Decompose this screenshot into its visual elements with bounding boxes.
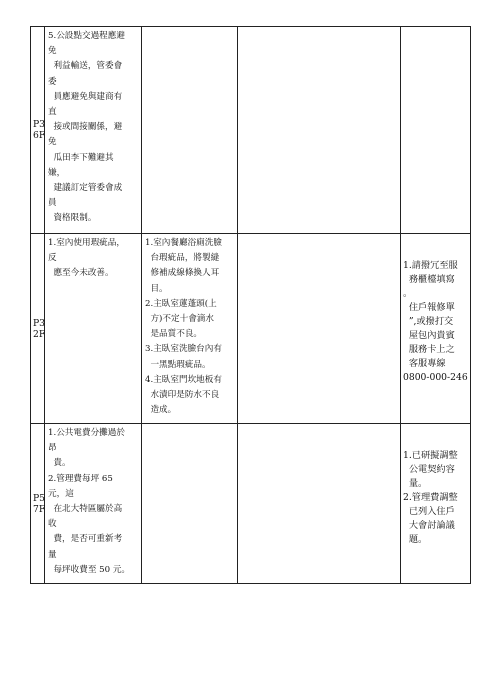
text-line: 是品質不良。 <box>145 329 203 340</box>
floor-label: P3 6F <box>33 119 46 141</box>
response-cell <box>401 424 471 584</box>
text-line: 3.主臥室洗臉台內有 <box>145 344 222 355</box>
text-line: 1.室內使用瑕疵品， <box>48 238 125 248</box>
text-line: 每坪收費至 50 元。 <box>48 564 131 575</box>
text-line: 客服專線 <box>403 358 446 369</box>
text-line: 2.管理費每坪 65 <box>48 473 113 484</box>
text-line: 在北大特區屬於高 <box>48 504 123 515</box>
floor-cell <box>31 424 45 584</box>
text-line: 量。 <box>403 478 428 489</box>
issue-text <box>45 424 141 580</box>
empty-cell <box>238 234 401 424</box>
text-line: 1.已研擬調整 <box>403 450 458 461</box>
response-cell <box>401 27 471 234</box>
issue-cell <box>45 27 142 234</box>
text-line: 1.公共電費分攤過於 <box>48 428 125 438</box>
response-text <box>401 27 470 52</box>
floor-label: P5 7F <box>33 492 46 515</box>
text-line: 。 <box>403 288 413 299</box>
text-line: 瓜田李下難避其 <box>48 152 114 163</box>
text-line: 一黑點瑕疵品。 <box>145 359 211 370</box>
detail-text <box>142 234 237 420</box>
text-line: 貴。 <box>48 458 71 469</box>
text-line: 務櫃檯填寫 <box>403 274 455 285</box>
text-line: 資格限制。 <box>48 213 97 224</box>
detail-text <box>142 27 237 31</box>
floor-cell <box>31 27 45 234</box>
text-line: 0800-000-246 <box>403 372 468 383</box>
text-line: 元，這 <box>48 488 74 499</box>
text-line: 水漬印是防水不良 <box>145 390 220 401</box>
text-line: 收 <box>48 519 57 530</box>
text-line: 大會討論議 <box>403 520 455 531</box>
text-line: ”,或撥打交 <box>403 316 454 327</box>
empty-cell <box>238 27 401 234</box>
text-line: 方)不定十會滴水 <box>145 314 214 325</box>
text-line: 2.主臥室蓮蓬頭(上 <box>145 298 217 309</box>
text-line: 造成。 <box>145 405 177 416</box>
text-line: 目。 <box>145 283 168 294</box>
text-line: 屋包內貴賓 <box>403 330 455 341</box>
text-line: 利益輸送，管委會 <box>48 61 123 72</box>
floor-cell <box>31 234 45 424</box>
detail-cell <box>142 424 238 584</box>
issue-text <box>45 234 141 284</box>
text-line: 服務卡上之 <box>403 344 455 355</box>
empty-cell <box>238 424 401 584</box>
detail-text <box>142 424 237 428</box>
text-line: 員應避免與建商有 <box>48 91 123 102</box>
text-line: 1.室內餐廳浴廁洗臉 <box>145 238 222 248</box>
issue-cell <box>45 424 142 584</box>
text-line: 反 <box>48 253 57 264</box>
response-text <box>401 234 470 385</box>
response-cell <box>401 234 471 424</box>
text-line: 直 <box>48 107 57 118</box>
text-line: 員 <box>48 198 57 209</box>
text-line: 1.請撥冗至服 <box>403 260 458 271</box>
table-row <box>31 424 471 584</box>
text-line: 嫌， <box>48 167 66 178</box>
complaint-table <box>30 26 471 584</box>
table-row <box>31 234 471 424</box>
text-line: 昂 <box>48 443 57 454</box>
table-row <box>31 27 471 234</box>
text-line: 接或間接關係，避 <box>48 122 123 133</box>
text-line: 公電契約容 <box>403 464 455 475</box>
text-line: 2.管理費調整 <box>403 492 458 503</box>
floor-label: P3 2F <box>33 317 46 340</box>
text-line: 費，是否可重新考 <box>48 534 123 545</box>
text-line: 住戶報修單 <box>403 302 455 313</box>
detail-cell <box>142 27 238 234</box>
text-line: 5.公設點交過程應避 <box>48 31 125 41</box>
text-line: 4.主臥室門坎地板有 <box>145 374 222 385</box>
text-line: 題。 <box>403 534 428 545</box>
text-line: 建議訂定管委會成 <box>48 183 123 194</box>
issue-cell <box>45 234 142 424</box>
text-line: 免 <box>48 46 57 57</box>
response-text <box>401 424 470 547</box>
issue-text <box>45 27 141 229</box>
text-line: 已列入住戶 <box>403 506 455 517</box>
text-line: 量 <box>48 549 57 560</box>
text-line: 免 <box>48 137 57 148</box>
text-line: 應至今未改善。 <box>48 268 114 279</box>
detail-cell <box>142 234 238 424</box>
text-line: 台瑕疵品，將製縫 <box>145 253 220 264</box>
text-line: 修補成線條換人耳 <box>145 268 220 279</box>
text-line: 委 <box>48 76 57 87</box>
